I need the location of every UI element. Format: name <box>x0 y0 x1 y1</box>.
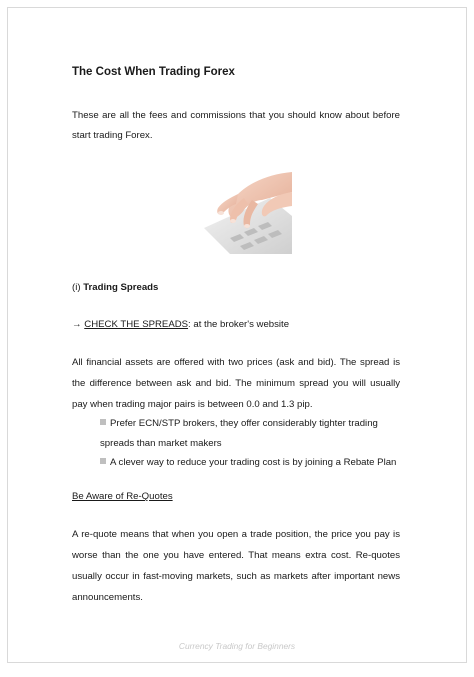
check-spreads-text: : at the broker's website <box>188 319 290 330</box>
requotes-paragraph: A re-quote means that when you open a trade position, the price you pay is worse than the one you have entered. That means extra cost. Re-quotes usually occur in fast-moving markets, such as markets after important news announcements. <box>72 529 400 603</box>
typing-hands-illustration <box>200 168 292 254</box>
document-page <box>7 7 467 663</box>
requotes-heading: Be Aware of Re-Quotes <box>72 491 173 502</box>
page-footer: Currency Trading for Beginners <box>178 641 296 651</box>
section-title: Trading Spreads <box>83 282 159 293</box>
bullet-text: A clever way to reduce your trading cost is by joining a Rebate Plan <box>110 457 397 468</box>
square-bullet-icon <box>100 419 106 425</box>
page-title: The Cost When Trading Forex <box>72 66 235 78</box>
check-spreads-line <box>72 319 289 330</box>
bullet-text: Prefer ECN/STP brokers, they offer considerably tighter trading spreads than market makers <box>100 418 378 449</box>
square-bullet-icon <box>100 458 106 464</box>
typing-hands-photo <box>200 168 292 254</box>
bullet-list <box>100 414 400 473</box>
list-item <box>100 414 400 453</box>
arrow-icon: → <box>72 319 85 330</box>
section-number: (i) <box>72 282 84 293</box>
section-heading-trading-spreads <box>72 282 158 293</box>
intro-paragraph: These are all the fees and commissions that you should know about before start trading Forex. <box>72 110 400 141</box>
check-spreads-label: CHECK THE SPREADS <box>84 319 189 330</box>
list-item <box>100 453 400 473</box>
spread-paragraph: All financial assets are offered with two prices (ask and bid). The spread is the difference between ask and bid. The minimum spread you will usually pay when trading major pairs is between 0.0 and 1.3 pip. <box>72 357 400 410</box>
